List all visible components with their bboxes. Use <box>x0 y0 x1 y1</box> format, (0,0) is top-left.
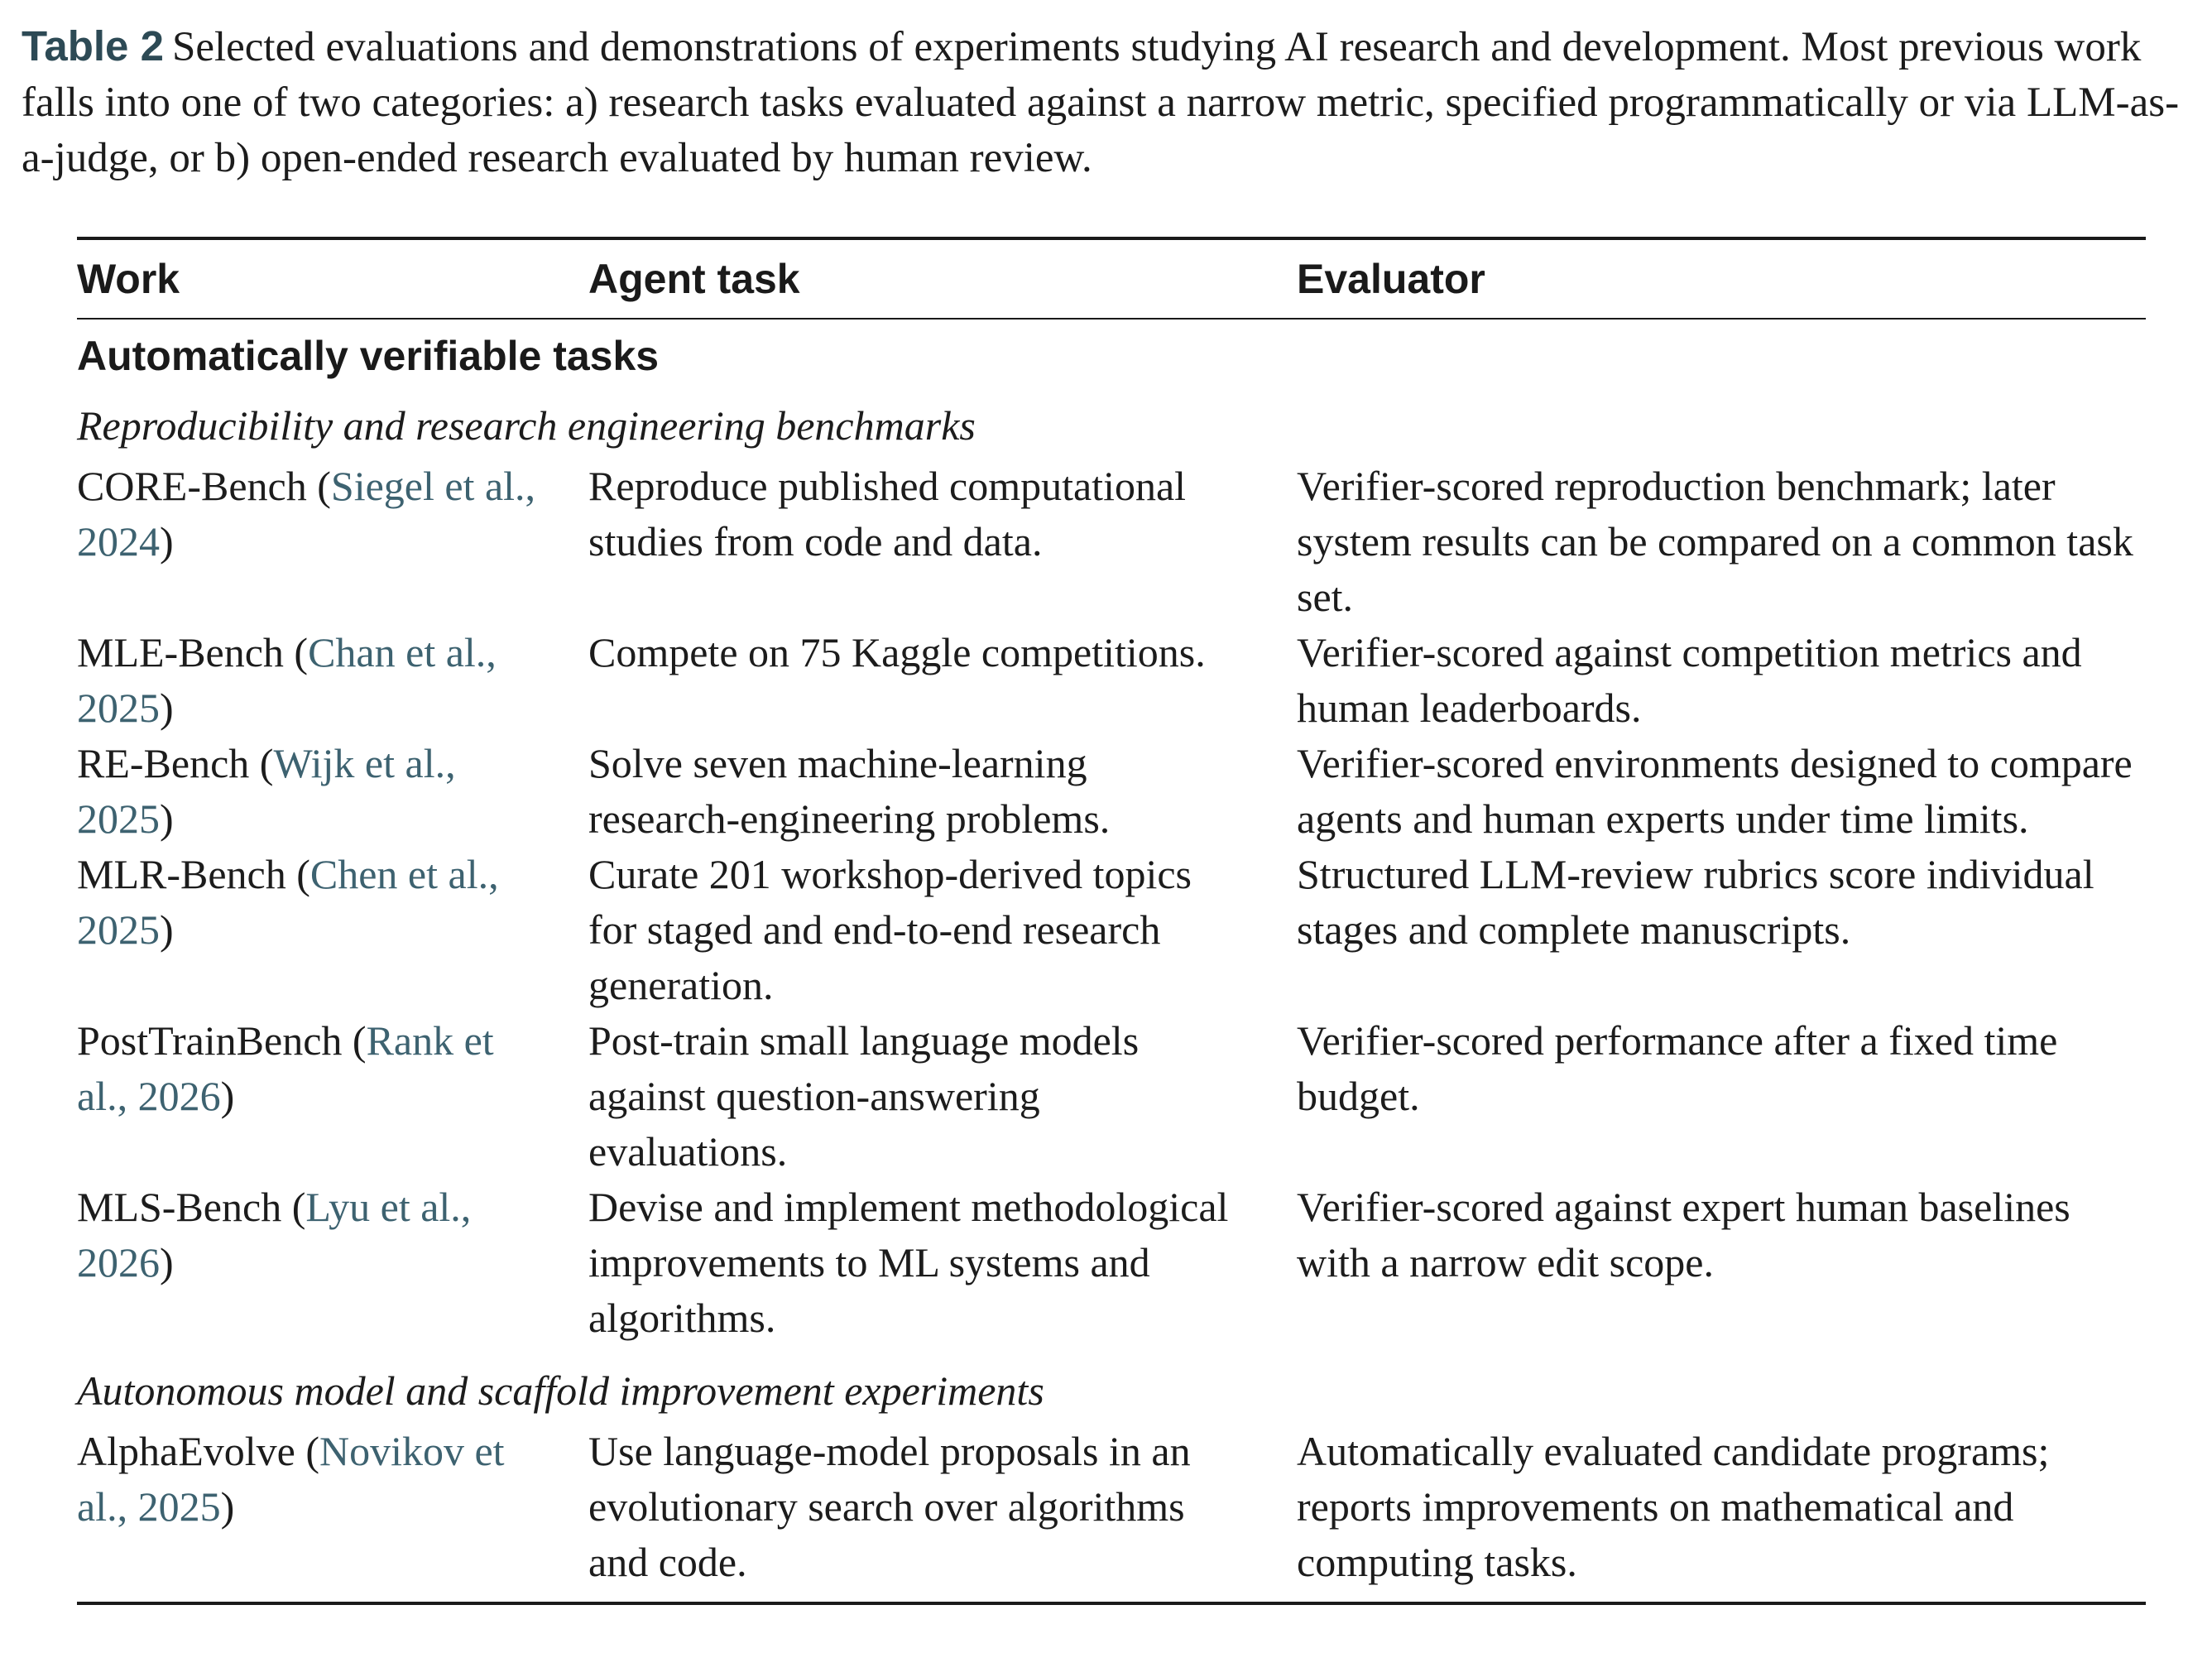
table-caption <box>22 18 2194 186</box>
evaluator-cell: Verifier-scored environments designed to compare agents and human experts under time limits. <box>1297 740 2133 842</box>
evaluations-table <box>77 237 2146 1605</box>
work-name: MLS-Bench ( <box>77 1184 306 1230</box>
work-cell <box>77 736 588 847</box>
work-close: ) <box>160 795 174 842</box>
work-cell <box>77 459 588 625</box>
agent-task-cell: Reproduce published computational studies from code and data. <box>588 463 1187 565</box>
agent-task-cell: Compete on 75 Kaggle competitions. <box>588 629 1206 675</box>
work-name: RE-Bench ( <box>77 740 274 786</box>
work-close: ) <box>220 1073 235 1119</box>
evaluator-cell: Verifier-scored against expert human baselines with a narrow edit scope. <box>1297 1184 2070 1285</box>
subsection-title: Reproducibility and research engineering benchmarks <box>77 402 976 449</box>
work-close: ) <box>160 685 174 731</box>
subsection-row <box>77 392 2146 459</box>
evaluations-table-container <box>77 237 2146 1605</box>
evaluator-cell: Structured LLM-review rubrics score individual stages and complete manuscripts. <box>1297 851 2094 953</box>
work-name: AlphaEvolve ( <box>77 1428 319 1474</box>
evaluator-cell: Verifier-scored against competition metrics and human leaderboards. <box>1297 629 2082 731</box>
agent-task-cell: Use language-model proposals in an evolutionary search over algorithms and code. <box>588 1428 1191 1585</box>
work-close: ) <box>160 906 174 953</box>
table-row <box>77 847 2146 1013</box>
work-name: PostTrainBench ( <box>77 1017 367 1064</box>
work-name: CORE-Bench ( <box>77 463 331 509</box>
citation-link[interactable]: Chen et al., 2025 <box>77 851 499 953</box>
citation-link[interactable]: Chan et al., 2025 <box>77 629 497 731</box>
work-cell <box>77 625 588 736</box>
citation-link[interactable]: Siegel et al., 2024 <box>77 463 536 565</box>
agent-task-cell: Curate 201 workshop-derived topics for staged and end-to-end research generation. <box>588 851 1192 1008</box>
work-close: ) <box>220 1483 235 1530</box>
work-name: MLR-Bench ( <box>77 851 310 897</box>
header-work: Work <box>77 256 180 302</box>
caption-label: Table 2 <box>22 22 164 70</box>
table-row <box>77 459 2146 625</box>
citation-link[interactable]: Wijk et al., 2025 <box>77 740 456 842</box>
table-row <box>77 625 2146 736</box>
citation-link[interactable]: Lyu et al., 2026 <box>77 1184 472 1285</box>
header-evaluator: Evaluator <box>1297 256 1485 302</box>
evaluator-cell: Verifier-scored performance after a fixed time budget. <box>1297 1017 2058 1119</box>
table-row <box>77 1424 2146 1603</box>
work-cell <box>77 1424 588 1603</box>
header-agent-task: Agent task <box>588 256 800 302</box>
subsection-title: Autonomous model and scaffold improvement experiments <box>77 1367 1044 1414</box>
caption-text: Selected evaluations and demonstrations of experiments studying AI research and development. Most previous work falls into one of two categories: a) research tasks evaluated against a narrow metric, specified programmatically or via LLM-as-a-judge, or b) open-ended research evaluated by human review. <box>22 24 2180 181</box>
table-row <box>77 736 2146 847</box>
section-row <box>77 319 2146 392</box>
agent-task-cell: Post-train small language models against question-answering evaluations. <box>588 1017 1140 1175</box>
table-row <box>77 1180 2146 1357</box>
work-cell <box>77 847 588 1013</box>
section-title: Automatically verifiable tasks <box>77 333 660 379</box>
agent-task-cell: Devise and implement methodological improvements to ML systems and algorithms. <box>588 1184 1229 1341</box>
citation-link[interactable]: Novikov et al., 2025 <box>77 1428 505 1530</box>
work-name: MLE-Bench ( <box>77 629 309 675</box>
evaluator-cell: Verifier-scored reproduction benchmark; later system results can be compared on a common task set. <box>1297 463 2133 620</box>
work-cell <box>77 1180 588 1357</box>
agent-task-cell: Solve seven machine-learning research-engineering problems. <box>588 740 1111 842</box>
table-row <box>77 1013 2146 1180</box>
work-close: ) <box>160 1239 174 1285</box>
work-cell <box>77 1013 588 1180</box>
subsection-row <box>77 1357 2146 1424</box>
evaluator-cell: Automatically evaluated candidate programs; reports improvements on mathematical and computing tasks. <box>1297 1428 2050 1585</box>
citation-link[interactable]: Rank et al., 2026 <box>77 1017 494 1119</box>
work-close: ) <box>160 518 174 565</box>
header-row <box>77 238 2146 319</box>
